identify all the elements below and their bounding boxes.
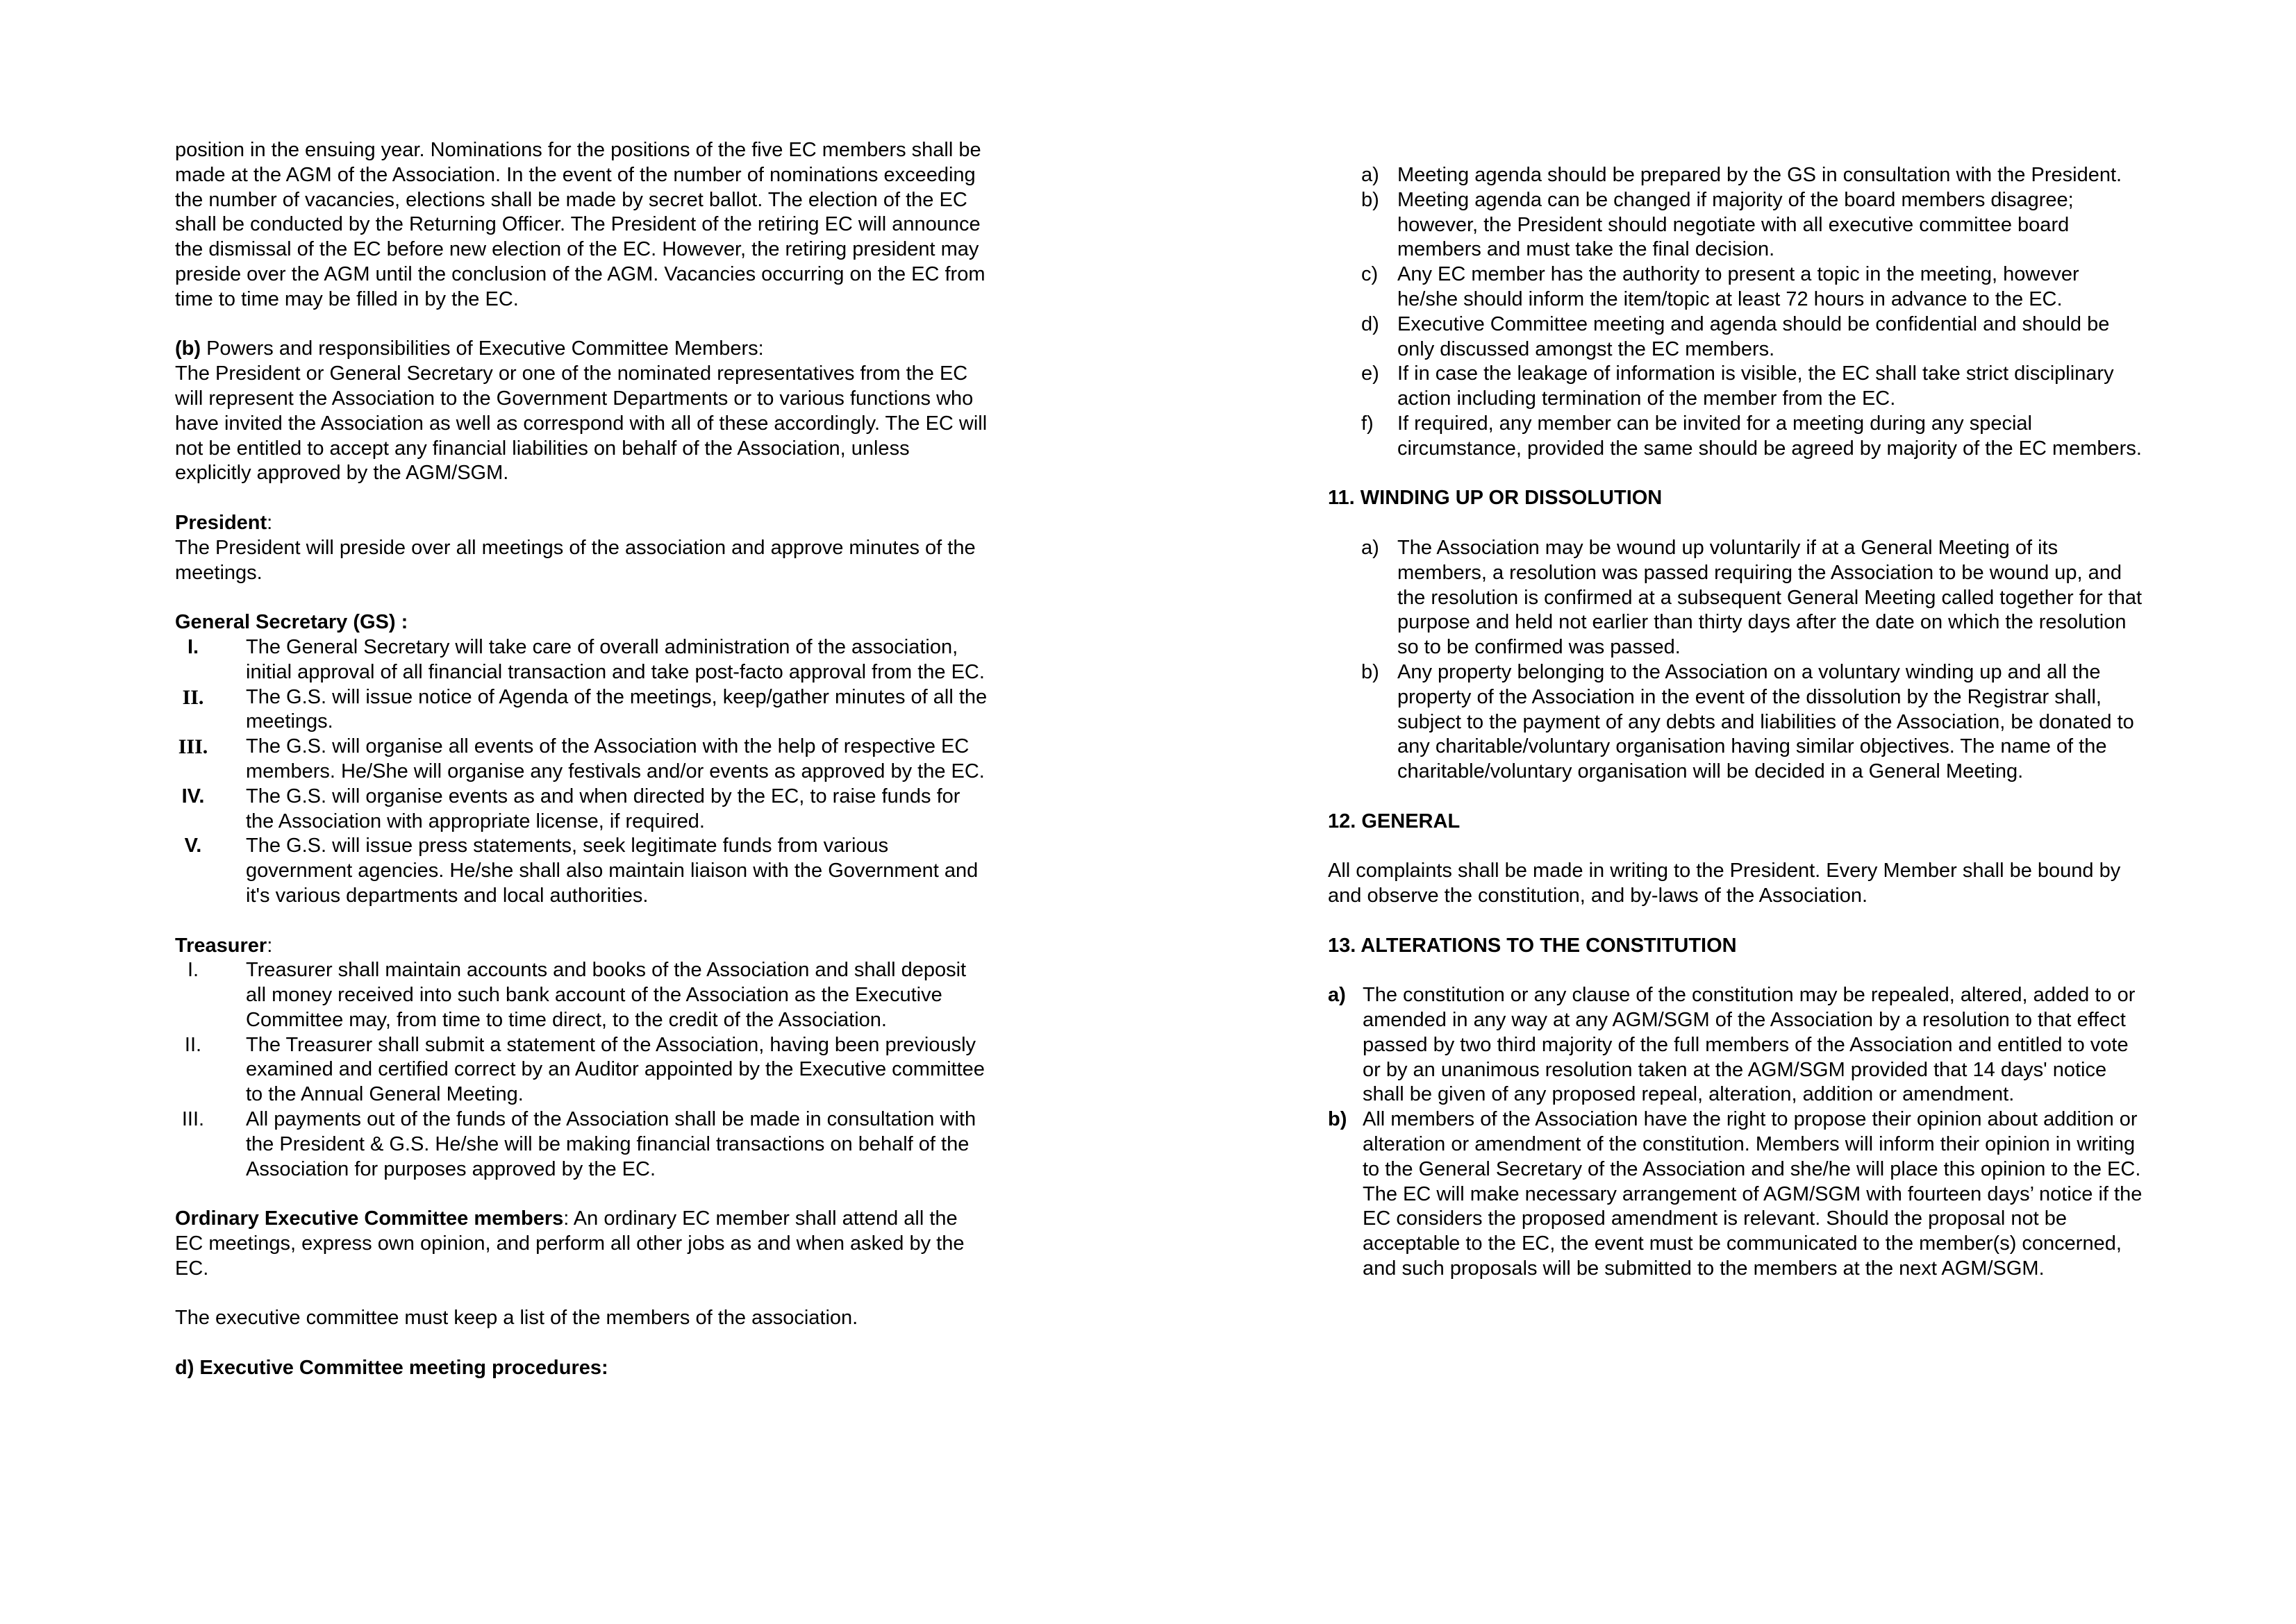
- list-number: II.: [184, 1033, 202, 1056]
- ordinary-text: : An ordinary EC member shall attend all the EC meetings, express own opinion, and perform all other jobs as and when asked by the EC.: [175, 1207, 965, 1280]
- list-text: Any property belonging to the Association on a voluntary winding up and all the property of the Association in the event of the dissolution by the Registrar shall, subject to the payment of any debts and liabilities of the Association, be donated to any charitable/voluntary organisation having similar objectives. The name of the charitable/voluntary organisation will be decided in a General Meeting.: [1397, 660, 2134, 783]
- list-item: [1328, 312, 2144, 362]
- list-text: Meeting agenda should be prepared by the GS in consultation with the President.: [1397, 164, 2122, 186]
- list-item: [1328, 163, 2144, 188]
- treasurer-list: [175, 958, 991, 1182]
- ordinary-heading: Ordinary Executive Committee members: [175, 1207, 564, 1230]
- list-item: [1328, 660, 2144, 785]
- list-item: [175, 958, 991, 1032]
- list-text: All members of the Association have the right to propose their opinion about addition or alteration or amendment of the constitution. Members will inform their opinion in writing to the General Secretary of the Association and she/he will place this opinion to the EC. The EC will make necessary arrangement of AGM/SGM with fourteen days’ notice if the EC considers the proposed amendment is relevant. Should the proposal not be acceptable to the EC, the event must be communicated to the member(s) concerned, and such proposals will be submitted to the members at the next AGM/SGM.: [1363, 1108, 2143, 1280]
- list-item: [175, 1033, 991, 1107]
- list-number: b): [1361, 188, 1379, 211]
- list-text: Meeting agenda can be changed if majority of the board members disagree; however, the President should negotiate with all executive committee board members and must take the final decision.: [1397, 188, 2074, 261]
- intro-paragraph: position in the ensuing year. Nominations for the positions of the five EC members shall be made at the AGM of the Association. In the event of the number of nominations exceeding the number of vacancies, elections shall be made by secret ballot. The election of the EC shall be conducted by the Returning Officer. The President of the retiring EC will announce the dismissal of the EC before new election of the EC. However, the retiring president may preside over the AGM until the conclusion of the AGM. Vacancies occurring on the EC from time to time may be filled in by the EC.: [175, 139, 985, 310]
- list-item: [175, 685, 991, 735]
- list-text: The General Secretary will take care of overall administration of the association, initial approval of all financial transaction and take post-facto approval from the EC.: [246, 635, 985, 683]
- president-heading: [175, 511, 991, 536]
- list-item: [1328, 1107, 2144, 1282]
- list-number: III.: [178, 735, 208, 759]
- list-number: IV.: [181, 785, 205, 807]
- list-text: The Association may be wound up voluntarily if at a General Meeting of its members, a resolution was passed requiring the Association to be wound up, and the resolution is confirmed at a subsequent General Meeting called together for that purpose and held not earlier than thirty days after the date on which the resolution so to be confirmed was passed.: [1397, 536, 2143, 659]
- treasurer-title: Treasurer: [175, 934, 267, 957]
- list-item: [1328, 262, 2144, 312]
- winding-heading: 11. WINDING UP OR DISSOLUTION: [1328, 487, 1663, 510]
- list-text: The constitution or any clause of the constitution may be repealed, altered, added to or amended in any way at any AGM/SGM of the Association by a resolution to that effect passed by two third majority of the full members of the Association and entitled to vote or by an unanimous resolution taken at the AGM/SGM provided that 14 days' notice shall be given of any proposed repeal, alteration, addition or amendment.: [1363, 984, 2136, 1106]
- list-number: III.: [181, 1108, 205, 1131]
- gs-list: [175, 635, 991, 909]
- left-page: [175, 138, 991, 1381]
- list-item: [1328, 536, 2144, 660]
- list-item: [175, 735, 991, 785]
- list-number: a): [1328, 984, 1346, 1007]
- list-item: [175, 1107, 991, 1182]
- list-item: [1328, 362, 2144, 412]
- president-paragraph: The President will preside over all meetings of the association and approve minutes of the meetings.: [175, 536, 976, 584]
- general-heading: 12. GENERAL: [1328, 810, 1461, 832]
- alterations-heading: 13. ALTERATIONS TO THE CONSTITUTION: [1328, 934, 1737, 957]
- list-number: b): [1361, 660, 1379, 683]
- powers-paragraph: The President or General Secretary or one of the nominated representatives from the EC will represent the Association to the Government Departments or to various functions who have invited the Association as well as correspond with all of these accordingly. The EC will not be entitled to accept any financial liabilities on behalf of the Association, unless explicitly approved by the AGM/SGM.: [175, 362, 988, 485]
- list-text: Treasurer shall maintain accounts and books of the Association and shall deposit all money received into such bank account of the Association as the Executive Committee may, from time to time direct, to the credit of the Association.: [246, 959, 967, 1031]
- list-number: I.: [187, 959, 199, 982]
- list-text: The Treasurer shall submit a statement of the Association, having been previously examined and certified correct by an Auditor appointed by the Executive committee to the Annual General Meeting.: [246, 1033, 985, 1106]
- list-number: II.: [182, 685, 204, 709]
- members-list-paragraph: The executive committee must keep a list of the members of the association.: [175, 1307, 858, 1330]
- list-text: Any EC member has the authority to present a topic in the meeting, however he/she should inform the item/topic at least 72 hours in advance to the EC.: [1397, 263, 2079, 310]
- list-number: I.: [187, 635, 199, 658]
- list-text: Executive Committee meeting and agenda should be confidential and should be only discussed amongst the EC members.: [1397, 312, 2110, 360]
- list-number: a): [1361, 536, 1379, 559]
- alterations-list: [1328, 983, 2144, 1282]
- gs-heading: General Secretary (GS) :: [175, 611, 408, 634]
- list-item: [1328, 412, 2144, 462]
- list-item: [175, 635, 991, 685]
- right-page: [1328, 163, 2144, 1282]
- president-colon: :: [267, 511, 273, 534]
- list-number: d): [1361, 312, 1379, 335]
- powers-label: (b): [175, 337, 201, 360]
- list-number: c): [1361, 263, 1379, 286]
- list-text: If in case the leakage of information is visible, the EC shall take strict disciplinary action including termination of the member from the EC.: [1397, 362, 2114, 410]
- list-item: [175, 834, 991, 908]
- list-text: The G.S. will issue notice of Agenda of the meetings, keep/gather minutes of all the meetings.: [246, 685, 988, 733]
- treasurer-heading: [175, 934, 991, 959]
- general-paragraph: All complaints shall be made in writing to the President. Every Member shall be bound by and observe the constitution, and by-laws of the Association.: [1328, 860, 2121, 907]
- list-item: [1328, 188, 2144, 262]
- winding-list: [1328, 536, 2144, 785]
- list-number: e): [1361, 362, 1379, 385]
- list-text: The G.S. will issue press statements, seek legitimate funds from various government agencies. He/she shall also maintain liaison with the Government and it's various departments and local authorities.: [246, 835, 979, 907]
- list-text: If required, any member can be invited for a meeting during any special circumstance, provided the same should be agreed by majority of the EC members.: [1397, 412, 2142, 460]
- treasurer-colon: :: [267, 934, 273, 957]
- procedures-list: [1328, 163, 2144, 462]
- powers-heading-text: Powers and responsibilities of Executive Committee Members:: [201, 337, 764, 360]
- list-text: The G.S. will organise all events of the Association with the help of respective EC members. He/She will organise any festivals and/or events as approved by the EC.: [246, 735, 985, 782]
- list-number: b): [1328, 1108, 1347, 1131]
- president-title: President: [175, 511, 267, 534]
- procedures-heading: d) Executive Committee meeting procedures:: [175, 1357, 608, 1380]
- list-number: a): [1361, 164, 1379, 186]
- list-number: V.: [184, 835, 202, 857]
- list-item: [175, 785, 991, 835]
- list-item: [1328, 983, 2144, 1107]
- list-number: f): [1361, 412, 1374, 435]
- list-text: All payments out of the funds of the Association shall be made in consultation with the President & G.S. He/she will be making financial transactions on behalf of the Association for purposes approved by the EC.: [246, 1108, 976, 1180]
- list-text: The G.S. will organise events as and when directed by the EC, to raise funds for the Association with appropriate license, if required.: [246, 785, 960, 832]
- ordinary-paragraph: [175, 1207, 991, 1281]
- powers-heading: [175, 337, 991, 362]
